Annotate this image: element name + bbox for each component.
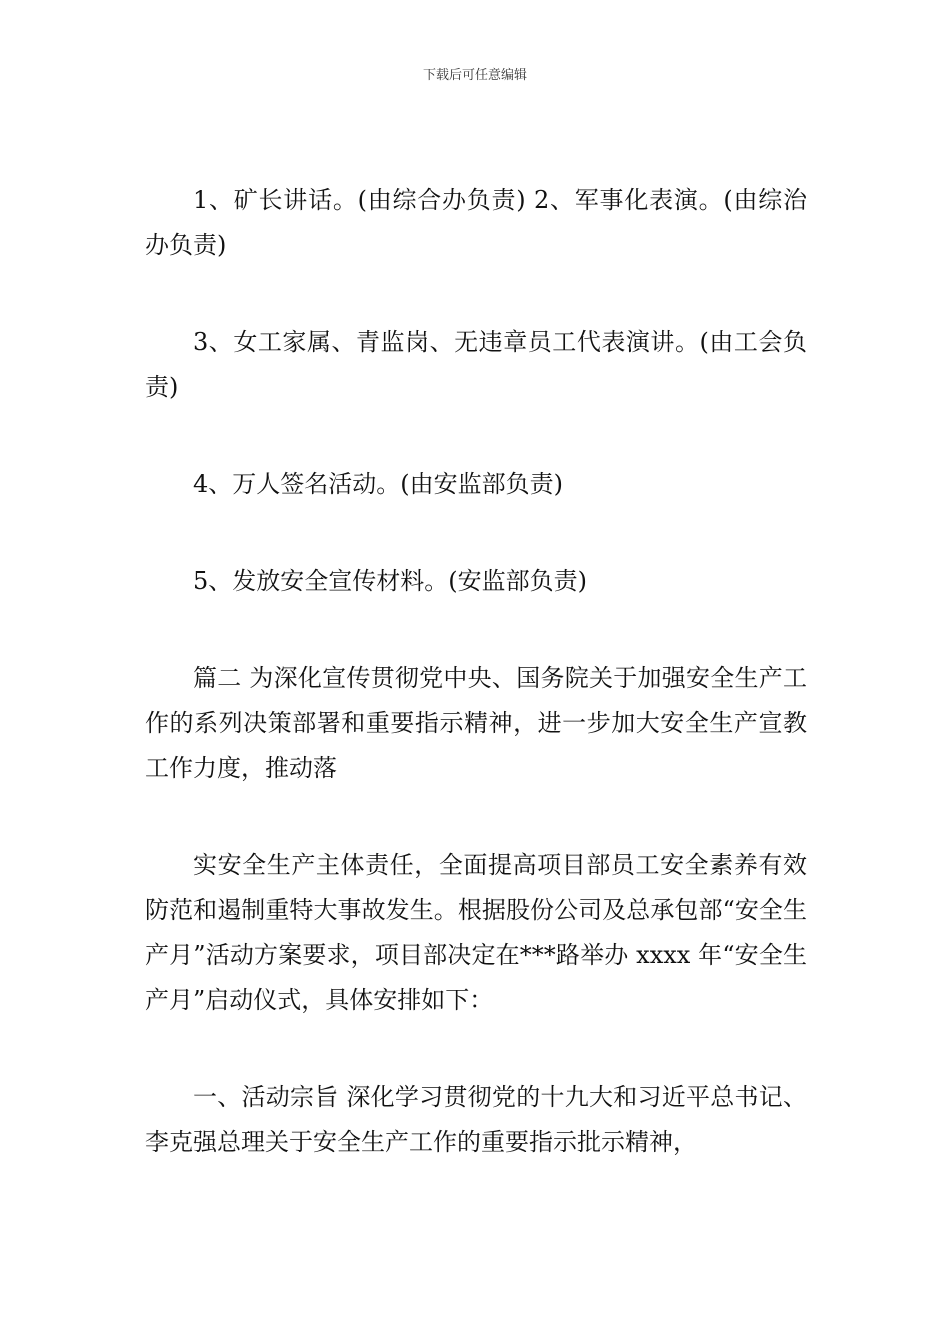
paragraph-activity-purpose: 一、活动宗旨 深化学习贯彻党的十九大和习近平总书记、李克强总理关于安全生产工作的重要指示批示精神， xyxy=(145,1083,807,1156)
paragraph-item-5: 5、发放安全宣传材料。(安监部负责) xyxy=(193,567,587,595)
page-header: 下载后可任意编辑 xyxy=(422,68,527,83)
paragraph-item-4: 4、万人签名活动。(由安监部负责) xyxy=(193,470,563,498)
document-body xyxy=(145,178,807,1217)
paragraph-item-3: 3、女工家属、青监岗、无违章员工代表演讲。(由工会负责) xyxy=(145,328,807,401)
paragraph-section-2-intro: 篇二 为深化宣传贯彻党中央、国务院关于加强安全生产工作的系列决策部署和重要指示精神，进一步加大安全生产宣教工作力度，推动落 xyxy=(145,664,807,782)
paragraph-item-1: 1、矿长讲话。(由综合办负责) 2、军事化表演。(由综治办负责) xyxy=(145,186,807,259)
paragraph-section-2-body: 实安全生产主体责任，全面提高项目部员工安全素养有效防范和遏制重特大事故发生。根据股份公司及总承包部“安全生产月”活动方案要求，项目部决定在***路举办 xxxx 年“安全生产月”启动仪式，具体安排如下： xyxy=(145,851,807,1014)
